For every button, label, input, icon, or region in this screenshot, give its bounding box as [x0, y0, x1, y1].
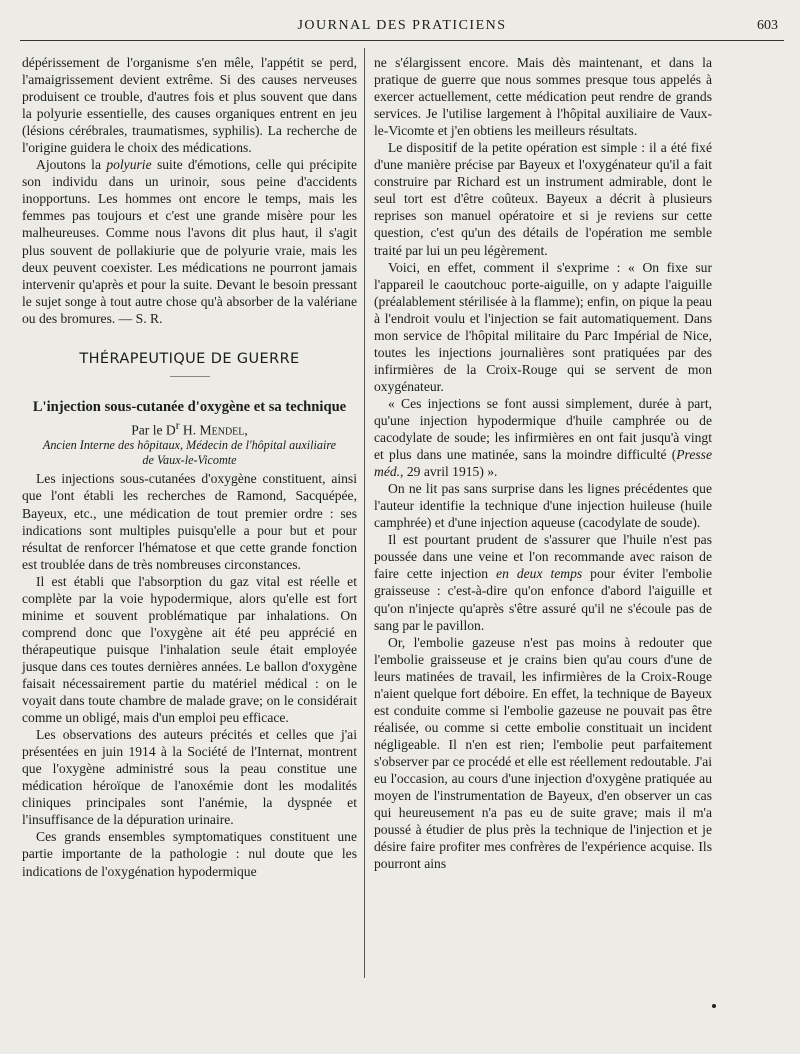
- ink-speck: [712, 1004, 716, 1008]
- article-paragraph: Les injections sous-cutanées d'oxygène constituent, ainsi que l'ont établi les recherches de Ramond, Sacquépée, Bayeux, etc., une médication de tout premier ordre : ses indications sont multiples puisqu'elle a pour but et pour résultat de renforcer l'hématose et que cette grande fonction est troublée dans de très nombreuses circonstances.: [22, 471, 357, 572]
- article-paragraph: Ces grands ensembles symptomatiques constituent une partie importante de la pathologie : nul doute que les indications de l'oxygénation hypodermique: [22, 829, 357, 879]
- right-column: [374, 54, 712, 872]
- article-paragraph: Les observations des auteurs précités et celles que j'ai présentées en juin 1914 à la Société de l'Internat, montrent que l'oxygène administré sous la peau constitue une médication héroïque de l'anoxémie dont les modalités cliniques principales sont l'anémie, la dyspnée et l'insuffisance de la dépuration urinaire.: [22, 727, 357, 828]
- article-paragraph: On ne lit pas sans surprise dans les lignes précédentes que l'auteur identifie la technique d'une injection huileuse (huile camphrée) et d'une injection aqueuse (cacodylate de soude).: [374, 481, 712, 531]
- section-title-rule: [170, 376, 210, 377]
- quoted-paragraph: « Ces injections se font aussi simplement, durée à part, qu'une injection hypodermique d'huile camphrée ou de cacodylate de soude; les infirmières en ont fait jusqu'à vingt et plus dans une matinée, sans la moindre difficulté (Presse méd., 29 avril 1915) ».: [374, 395, 712, 480]
- article-paragraph: Voici, en effet, comment il s'exprime : « On fixe sur l'appareil le caoutchouc porte-aiguille, on y adapte l'aiguille (préalablement stérilisée à la flamme); enfin, on pique la peau à l'endroit voulu et l'injection se fait automatiquement. Dans mon service de l'hôpital militaire du Parc Impérial de Nice, toutes les injections journalières sont pratiquées par des infirmières de la Croix-Rouge qui se servent de mon oxygénateur.: [374, 259, 712, 394]
- journal-title: JOURNAL DES PRATICIENS: [297, 18, 507, 33]
- article-paragraph: Or, l'embolie gazeuse n'est pas moins à redouter que l'embolie graisseuse et je crains bien qu'au cours d'une de leurs matinées de travail, les infirmières de la Croix-Rouge n'aient quelque fort déboire. En effet, la technique de Bayeux est conduite comme si l'embolie gazeuse ne pouvait pas être réalisée, ou comme si cette embolie constituait un incident négligeable. Il n'en est rien; l'embolie peut parfaitement s'observer par ce procédé et elle est réellement redoutable. J'ai eu l'occasion, au cours d'une injection d'oxygène pratiquée au moyen de l'instrumentation de Bayeux, d'en observer un cas qui heureusement n'a pas eu de suite grave; mais il m'a poussé à étudier de plus près la technique de l'injection et je désire faire profiter mes confrères de l'expérience acquise. Ils pourront ains: [374, 634, 712, 872]
- left-column: [22, 54, 357, 880]
- article-paragraph: Il est établi que l'absorption du gaz vital est réelle et complète par la voie hypodermique, alors qu'elle est fort minime et souvent problématique par inhalations. On comprend donc que l'oxygène ait été peu apprécié en thérapeutique puisque l'inhalation seule était employée jusque dans ces toutes dernières années. Le ballon d'oxygène faisait nécessairement partie du matériel médical : on le voyait dans toute chambre de malade grave; on le considérait comme un obligé, mais d'un emploi peu efficace.: [22, 573, 357, 726]
- running-header: [20, 14, 784, 40]
- byline: Par le $D^r$ H. Mendel,: [131, 419, 248, 438]
- article-paragraph: ne s'élargissent encore. Mais dès maintenant, et dans la pratique de guerre que nous sommes presque tous appelés à exercer actuellement, cette médication peut rendre de grands services. Je l'utilise largement à l'hôpital auxiliaire de Vaux-le-Vicomte et j'en obtiens les meilleurs résultats.: [374, 55, 712, 139]
- article-title: L'injection sous-cutanée d'oxygène et sa technique: [32, 398, 347, 415]
- article-paragraph: Le dispositif de la petite opération est simple : il a été fixé d'une manière précise par Bayeux et l'oxygénateur qu'il a fait construire par Richard est un instrument admirable, dont le seul tort est d'être coûteux. Bayeux a décrit à plusieurs reprises son manuel opératoire et si je reviens sur cette question, c'est qu'un des détails de l'opération me semble traité par lui un peu légèrement.: [374, 140, 712, 258]
- continuation-paragraph: dépérissement de l'organisme s'en mêle, l'appétit se perd, l'amaigrissement devient extrême. Si des causes nerveuses produisent ce trouble, d'autres fois et plus souvent que dans la polyurie essentielle, des causes organiques entrent en jeu (lésions cérébrales, traumatismes, syphilis). La recherche de l'origine guidera le choix des médications.: [22, 55, 357, 156]
- article-paragraph: Il est pourtant prudent de s'assurer que l'huile n'est pas poussée dans une veine et l'on recommande avec raison de faire cette injection en deux temps pour éviter l'embolie graisseuse : c'est-à-dire qu'on enfonce d'abord l'aiguille et qu'on n'injecte qu'après s'être assuré qu'il ne s'écoule pas de sang par le pavillon.: [374, 532, 712, 633]
- polyurie-paragraph: Ajoutons la polyurie suite d'émotions, celle qui précipite son individu dans un urinoir, sous peine d'accidents inopportuns. Les hommes ont encore le temps, mais les femmes pas toujours et c'est une grande misère pour les malheureuses. Comme nous l'avons dit plus haut, il s'agit plus souvent de pollakiurie que de polyurie vraie, mais les deux peuvent coexister. Les médications ne pourront jamais intervenir qu'après et pour la suite. Devant le besoin pressant le sujet songe à tout autre chose qu'à absorber de la valériane ou des bromures. — S. R.: [22, 157, 357, 326]
- column-divider: [364, 48, 365, 978]
- section-title: THÉRAPEUTIQUE DE GUERRE: [22, 351, 357, 377]
- author-affiliation: Ancien Interne des hôpitaux, Médecin de l'hôpital auxiliaire de Vaux-le-Vicomte: [42, 438, 337, 468]
- header-rule: [20, 40, 784, 41]
- page-number: 603: [757, 18, 778, 33]
